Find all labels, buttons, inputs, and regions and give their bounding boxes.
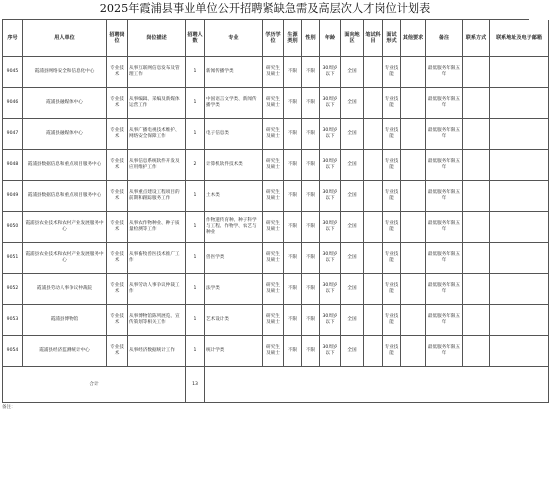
cell-gender: 不限 xyxy=(302,212,320,243)
cell-source: 不限 xyxy=(284,119,302,150)
cell-count: 1 xyxy=(186,336,205,367)
cell-edu: 研究生及硕士 xyxy=(263,88,284,119)
cell-other xyxy=(401,212,426,243)
header-address: 联系地址及电子邮箱 xyxy=(490,20,549,57)
cell-desc: 从事畜牧兽医技术推广工作 xyxy=(128,243,186,274)
cell-contact xyxy=(463,181,490,212)
cell-exam xyxy=(364,181,383,212)
cell-major: 电子信息类 xyxy=(205,119,263,150)
cell-desc: 从事互联网信息发布及管理工作 xyxy=(128,57,186,88)
cell-post: 专业技术 xyxy=(107,274,128,305)
cell-contact xyxy=(463,119,490,150)
cell-exam xyxy=(364,305,383,336)
cell-exam xyxy=(364,150,383,181)
cell-region: 全国 xyxy=(341,212,364,243)
cell-desc: 从事农作物种业、种子质量检测等工作 xyxy=(128,212,186,243)
cell-exam xyxy=(364,243,383,274)
cell-address xyxy=(490,336,549,367)
cell-edu: 研究生及硕士 xyxy=(263,181,284,212)
cell-source: 不限 xyxy=(284,336,302,367)
cell-unit: 霞浦县经济监测统计中心 xyxy=(23,336,107,367)
total-empty xyxy=(205,367,549,403)
header-major: 专业 xyxy=(205,20,263,57)
cell-source: 不限 xyxy=(284,181,302,212)
cell-post: 专业技术 xyxy=(107,305,128,336)
cell-unit: 霞浦县劳动人事争议仲裁院 xyxy=(23,274,107,305)
cell-count: 2 xyxy=(186,150,205,181)
cell-exam xyxy=(364,88,383,119)
cell-major: 艺术设计类 xyxy=(205,305,263,336)
cell-major: 计算机软件技术类 xyxy=(205,150,263,181)
cell-id: 9047 xyxy=(3,119,23,150)
header-gender: 性别 xyxy=(302,20,320,57)
cell-remark: 最低服务年限五年 xyxy=(426,88,463,119)
cell-region: 全国 xyxy=(341,57,364,88)
cell-edu: 研究生及硕士 xyxy=(263,274,284,305)
cell-count: 1 xyxy=(186,305,205,336)
cell-region: 全国 xyxy=(341,305,364,336)
cell-other xyxy=(401,181,426,212)
cell-unit: 霞浦县网络安全和信息化中心 xyxy=(23,57,107,88)
cell-region: 全国 xyxy=(341,119,364,150)
cell-exam xyxy=(364,119,383,150)
header-edu: 学历学位 xyxy=(263,20,284,57)
cell-gender: 不限 xyxy=(302,336,320,367)
header-count: 招聘人数 xyxy=(186,20,205,57)
cell-remark: 最低服务年限五年 xyxy=(426,274,463,305)
cell-id: 9050 xyxy=(3,212,23,243)
cell-other xyxy=(401,119,426,150)
cell-exam xyxy=(364,274,383,305)
cell-address xyxy=(490,305,549,336)
cell-contact xyxy=(463,274,490,305)
cell-gender: 不限 xyxy=(302,305,320,336)
cell-address xyxy=(490,274,549,305)
cell-remark: 最低服务年限五年 xyxy=(426,243,463,274)
cell-id: 9048 xyxy=(3,150,23,181)
cell-major: 中国语言文学类、新闻传播学类 xyxy=(205,88,263,119)
header-unit: 用人单位 xyxy=(23,20,107,57)
cell-interview: 专业技能 xyxy=(383,336,401,367)
cell-other xyxy=(401,88,426,119)
cell-post: 专业技术 xyxy=(107,181,128,212)
cell-unit: 霞浦县农业技术和农村产业发展服务中心 xyxy=(23,243,107,274)
cell-remark: 最低服务年限五年 xyxy=(426,336,463,367)
header-desc: 岗位描述 xyxy=(128,20,186,57)
header-region: 面向地区 xyxy=(341,20,364,57)
cell-unit: 霞浦县融媒体中心 xyxy=(23,88,107,119)
cell-other xyxy=(401,57,426,88)
header-age: 年龄 xyxy=(320,20,341,57)
cell-other xyxy=(401,336,426,367)
header-id: 序号 xyxy=(3,20,23,57)
cell-interview: 专业技能 xyxy=(383,57,401,88)
notes-section xyxy=(2,404,522,411)
cell-age: 30周岁以下 xyxy=(320,150,341,181)
cell-address xyxy=(490,88,549,119)
cell-remark: 最低服务年限五年 xyxy=(426,212,463,243)
total-count: 13 xyxy=(186,367,205,403)
cell-exam xyxy=(364,57,383,88)
cell-address xyxy=(490,150,549,181)
cell-desc: 从事广播电视技术维护、网络安全保障工作 xyxy=(128,119,186,150)
cell-major: 法学类 xyxy=(205,274,263,305)
cell-major: 兽医学类 xyxy=(205,243,263,274)
cell-other xyxy=(401,150,426,181)
cell-address xyxy=(490,57,549,88)
cell-contact xyxy=(463,88,490,119)
cell-contact xyxy=(463,212,490,243)
cell-count: 1 xyxy=(186,57,205,88)
cell-source: 不限 xyxy=(284,305,302,336)
cell-remark: 最低服务年限五年 xyxy=(426,150,463,181)
cell-source: 不限 xyxy=(284,88,302,119)
cell-desc: 从事信息系统软件开发及应用维护工作 xyxy=(128,150,186,181)
cell-gender: 不限 xyxy=(302,150,320,181)
cell-contact xyxy=(463,305,490,336)
cell-age: 30周岁以下 xyxy=(320,243,341,274)
cell-gender: 不限 xyxy=(302,119,320,150)
cell-remark: 最低服务年限五年 xyxy=(426,119,463,150)
cell-other xyxy=(401,305,426,336)
cell-remark: 最低服务年限五年 xyxy=(426,57,463,88)
cell-interview: 专业技能 xyxy=(383,150,401,181)
cell-region: 全国 xyxy=(341,150,364,181)
cell-count: 1 xyxy=(186,119,205,150)
header-remark: 备注 xyxy=(426,20,463,57)
cell-post: 专业技术 xyxy=(107,243,128,274)
cell-major: 新闻传播学类 xyxy=(205,57,263,88)
cell-major: 土木类 xyxy=(205,181,263,212)
header-contact: 联系方式 xyxy=(463,20,490,57)
cell-gender: 不限 xyxy=(302,88,320,119)
cell-id: 9053 xyxy=(3,305,23,336)
cell-interview: 专业技能 xyxy=(383,243,401,274)
cell-edu: 研究生及硕士 xyxy=(263,336,284,367)
cell-remark: 最低服务年限五年 xyxy=(426,181,463,212)
cell-id: 9052 xyxy=(3,274,23,305)
cell-major: 统计学类 xyxy=(205,336,263,367)
cell-gender: 不限 xyxy=(302,243,320,274)
cell-source: 不限 xyxy=(284,150,302,181)
cell-gender: 不限 xyxy=(302,181,320,212)
cell-desc: 从事劳动人事争议仲裁工作 xyxy=(128,274,186,305)
cell-count: 1 xyxy=(186,243,205,274)
cell-major: 作物遗传育种、种子科学与工程、作物学、农艺与种业 xyxy=(205,212,263,243)
cell-post: 专业技术 xyxy=(107,119,128,150)
cell-other xyxy=(401,243,426,274)
cell-post: 专业技术 xyxy=(107,150,128,181)
cell-unit: 霞浦县数据信息和重点项目服务中心 xyxy=(23,181,107,212)
cell-id: 9046 xyxy=(3,88,23,119)
cell-count: 1 xyxy=(186,274,205,305)
cell-exam xyxy=(364,336,383,367)
cell-contact xyxy=(463,336,490,367)
total-label: 合计 xyxy=(3,367,186,403)
cell-address xyxy=(490,119,549,150)
cell-source: 不限 xyxy=(284,243,302,274)
cell-post: 专业技术 xyxy=(107,57,128,88)
cell-edu: 研究生及硕士 xyxy=(263,212,284,243)
cell-unit: 霞浦县农业技术和农村产业发展服务中心 xyxy=(23,212,107,243)
cell-post: 专业技术 xyxy=(107,212,128,243)
cell-contact xyxy=(463,243,490,274)
cell-edu: 研究生及硕士 xyxy=(263,305,284,336)
cell-edu: 研究生及硕士 xyxy=(263,150,284,181)
cell-interview: 专业技能 xyxy=(383,181,401,212)
cell-other xyxy=(401,274,426,305)
cell-source: 不限 xyxy=(284,57,302,88)
cell-edu: 研究生及硕士 xyxy=(263,243,284,274)
cell-address xyxy=(490,212,549,243)
cell-post: 专业技术 xyxy=(107,336,128,367)
cell-contact xyxy=(463,150,490,181)
cell-region: 全国 xyxy=(341,274,364,305)
cell-age: 30周岁以下 xyxy=(320,119,341,150)
cell-interview: 专业技能 xyxy=(383,274,401,305)
header-source: 生源类别 xyxy=(284,20,302,57)
cell-desc: 从事重点建设工程项目的前期和跟踪服务工作 xyxy=(128,181,186,212)
cell-unit: 霞浦县融媒体中心 xyxy=(23,119,107,150)
cell-region: 全国 xyxy=(341,336,364,367)
cell-contact xyxy=(463,57,490,88)
cell-region: 全国 xyxy=(341,88,364,119)
cell-interview: 专业技能 xyxy=(383,88,401,119)
cell-gender: 不限 xyxy=(302,274,320,305)
cell-unit: 霞浦县数据信息和重点项目服务中心 xyxy=(23,150,107,181)
cell-interview: 专业技能 xyxy=(383,119,401,150)
cell-age: 30周岁以下 xyxy=(320,305,341,336)
cell-edu: 研究生及硕士 xyxy=(263,119,284,150)
header-interview: 面试形式 xyxy=(383,20,401,57)
cell-edu: 研究生及硕士 xyxy=(263,57,284,88)
cell-id: 9049 xyxy=(3,181,23,212)
cell-age: 30周岁以下 xyxy=(320,181,341,212)
recruitment-table xyxy=(2,19,542,403)
cell-address xyxy=(490,243,549,274)
cell-id: 9045 xyxy=(3,57,23,88)
cell-age: 30周岁以下 xyxy=(320,88,341,119)
cell-count: 1 xyxy=(186,181,205,212)
cell-exam xyxy=(364,212,383,243)
cell-unit: 霞浦县博物馆 xyxy=(23,305,107,336)
cell-desc: 从事经济数据统计工作 xyxy=(128,336,186,367)
cell-desc: 从事编辑、采编及新媒体运营工作 xyxy=(128,88,186,119)
cell-interview: 专业技能 xyxy=(383,305,401,336)
header-exam: 笔试科目 xyxy=(364,20,383,57)
cell-count: 1 xyxy=(186,88,205,119)
cell-age: 30周岁以下 xyxy=(320,336,341,367)
cell-post: 专业技术 xyxy=(107,88,128,119)
cell-age: 30周岁以下 xyxy=(320,274,341,305)
cell-source: 不限 xyxy=(284,274,302,305)
cell-age: 30周岁以下 xyxy=(320,212,341,243)
cell-source: 不限 xyxy=(284,212,302,243)
header-other: 其他要求 xyxy=(401,20,426,57)
cell-id: 9054 xyxy=(3,336,23,367)
cell-remark: 最低服务年限五年 xyxy=(426,305,463,336)
cell-address xyxy=(490,181,549,212)
cell-age: 30周岁以下 xyxy=(320,57,341,88)
cell-count: 1 xyxy=(186,212,205,243)
header-post: 招聘岗位 xyxy=(107,20,128,57)
cell-region: 全国 xyxy=(341,243,364,274)
cell-region: 全国 xyxy=(341,181,364,212)
cell-id: 9051 xyxy=(3,243,23,274)
cell-desc: 从事博物馆陈列展览、宣传策划等相关工作 xyxy=(128,305,186,336)
cell-interview: 专业技能 xyxy=(383,212,401,243)
cell-gender: 不限 xyxy=(302,57,320,88)
page-title: 2025年霞浦县事业单位公开招聘紧缺急需及高层次人才岗位计划表 xyxy=(99,2,431,15)
note-line: 备注： xyxy=(2,405,16,410)
